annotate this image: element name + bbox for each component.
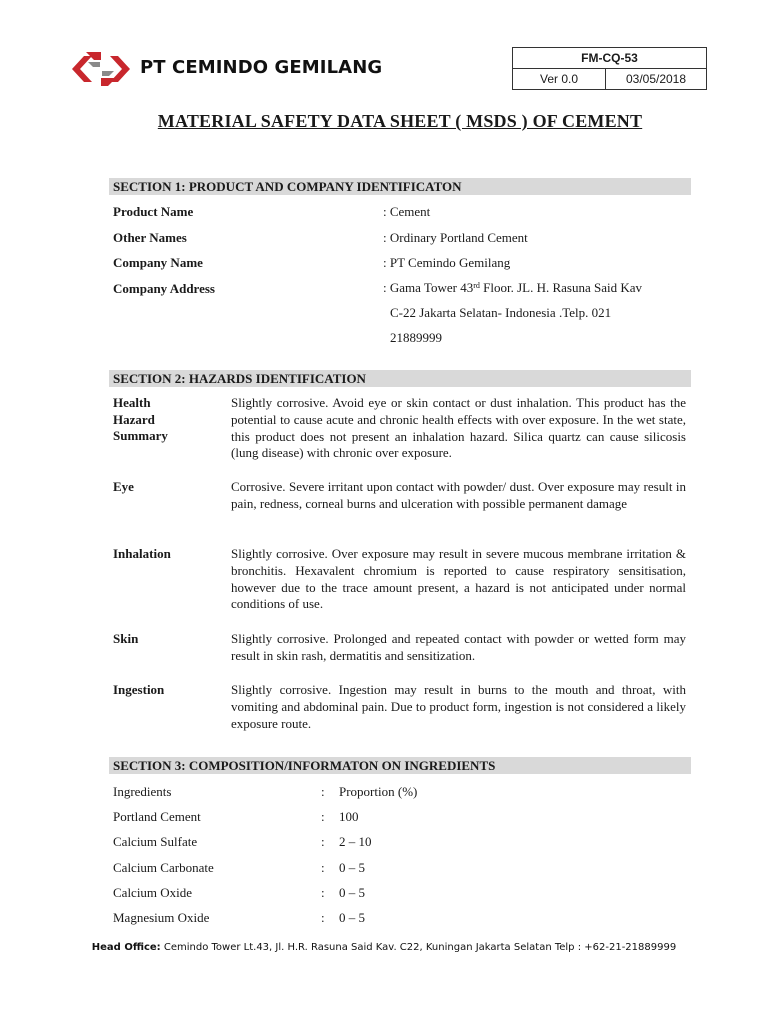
address-prefix: : Gama Tower 43 (383, 280, 474, 295)
other-names-value: : Ordinary Portland Cement (383, 230, 528, 245)
footer-label: Head Office: (91, 942, 161, 953)
document-title: MATERIAL SAFETY DATA SHEET ( MSDS ) OF CEMENT (157, 111, 643, 131)
ingredient-header-name: Ingredients (113, 784, 172, 799)
company-address-label: Company Address (113, 281, 215, 296)
hazard-text-health: Slightly corrosive. Avoid eye or skin contact or dust inhalation. This product has the potential to cause acute and chronic health effects with over exposure. In the wet state, this product does not present an inhalation hazard. Silica quartz can cause silicosis (lung disease) with chronic over exposure. (231, 395, 686, 461)
ingredient-value: 0 – 5 (339, 885, 365, 900)
ingredient-colon: : (321, 809, 325, 824)
product-name-value: : Cement (383, 204, 431, 219)
hazard-text-ingestion: Slightly corrosive. Ingestion may result in burns to the mouth and throat, with vomiting and abdominal pain. Due to product form, ingestion is not considered a likely exposure route. (231, 682, 686, 731)
hazard-label-health-full: Health Hazard Summary (113, 395, 168, 443)
section1-heading: SECTION 1: PRODUCT AND COMPANY IDENTIFICATON (109, 178, 691, 195)
ingredient-header-value: Proportion (%) (339, 784, 418, 799)
company-address-value (383, 275, 642, 350)
hazard-label-inhalation: Inhalation (113, 546, 171, 561)
ingredient-value: 0 – 5 (339, 910, 365, 925)
ingredient-value: 0 – 5 (339, 860, 365, 875)
address-line1-rest: Floor. JL. H. Rasuna Said Kav (479, 280, 642, 295)
other-names-label: Other Names (113, 230, 187, 245)
footer (0, 942, 768, 953)
hazard-text-skin: Slightly corrosive. Prolonged and repeated contact with powder or wetted form may result in skin rash, dermatitis and sensitization. (231, 631, 686, 663)
ingredient-value: 100 (339, 809, 359, 824)
hazard-label-skin: Skin (113, 631, 139, 646)
hazard-label-eye: Eye (113, 479, 134, 494)
ingredient-name: Magnesium Oxide (113, 910, 210, 925)
company-name-label: Company Name (113, 255, 203, 270)
form-date: 03/05/2018 (625, 72, 687, 86)
ingredient-name: Calcium Sulfate (113, 834, 198, 849)
product-name-label: Product Name (113, 204, 194, 219)
form-code: FM-CQ-53 (513, 48, 706, 69)
hazard-text-inhalation: Slightly corrosive. Over exposure may result in severe mucous membrane irritation & bronchitis. Hexavalent chromium is reported to cause respiratory sensitisation, however due to the trace amount present, a hazard is not anticipated under normal conditions of use. (231, 546, 686, 612)
company-logo-icon (70, 48, 132, 90)
ingredient-value: 2 – 10 (339, 834, 372, 849)
ingredient-header-colon: : (321, 784, 325, 799)
address-line2: C-22 Jakarta Selatan- Indonesia .Telp. 021 (390, 305, 612, 320)
ingredient-colon: : (321, 885, 325, 900)
company-name-value: : PT Cemindo Gemilang (383, 255, 511, 270)
address-line3: 21889999 (390, 330, 442, 345)
form-version: Ver 0.0 (513, 69, 606, 89)
ingredient-name: Calcium Oxide (113, 885, 193, 900)
section2-heading: SECTION 2: HAZARDS IDENTIFICATION (109, 370, 691, 387)
form-info-box (512, 47, 707, 90)
section3-heading: SECTION 3: COMPOSITION/INFORMATON ON INGREDIENTS (109, 757, 691, 774)
ingredient-colon: : (321, 910, 325, 925)
footer-text: Cemindo Tower Lt.43, Jl. H.R. Rasuna Said Kav. C22, Kuningan Jakarta Selatan Telp : +62-21-21889999 (160, 942, 677, 953)
ingredient-colon: : (321, 834, 325, 849)
hazard-label-ingestion: Ingestion (113, 682, 165, 697)
ingredient-name: Portland Cement (113, 809, 201, 824)
address-sup: rd (473, 281, 480, 290)
ingredient-colon: : (321, 860, 325, 875)
ingredient-name: Calcium Carbonate (113, 860, 214, 875)
company-name: PT CEMINDO GEMILANG (140, 57, 383, 78)
hazard-text-eye: Corrosive. Severe irritant upon contact with powder/ dust. Over exposure may result in pain, redness, corneal burns and ulceration with possible permanent damage (231, 479, 686, 511)
